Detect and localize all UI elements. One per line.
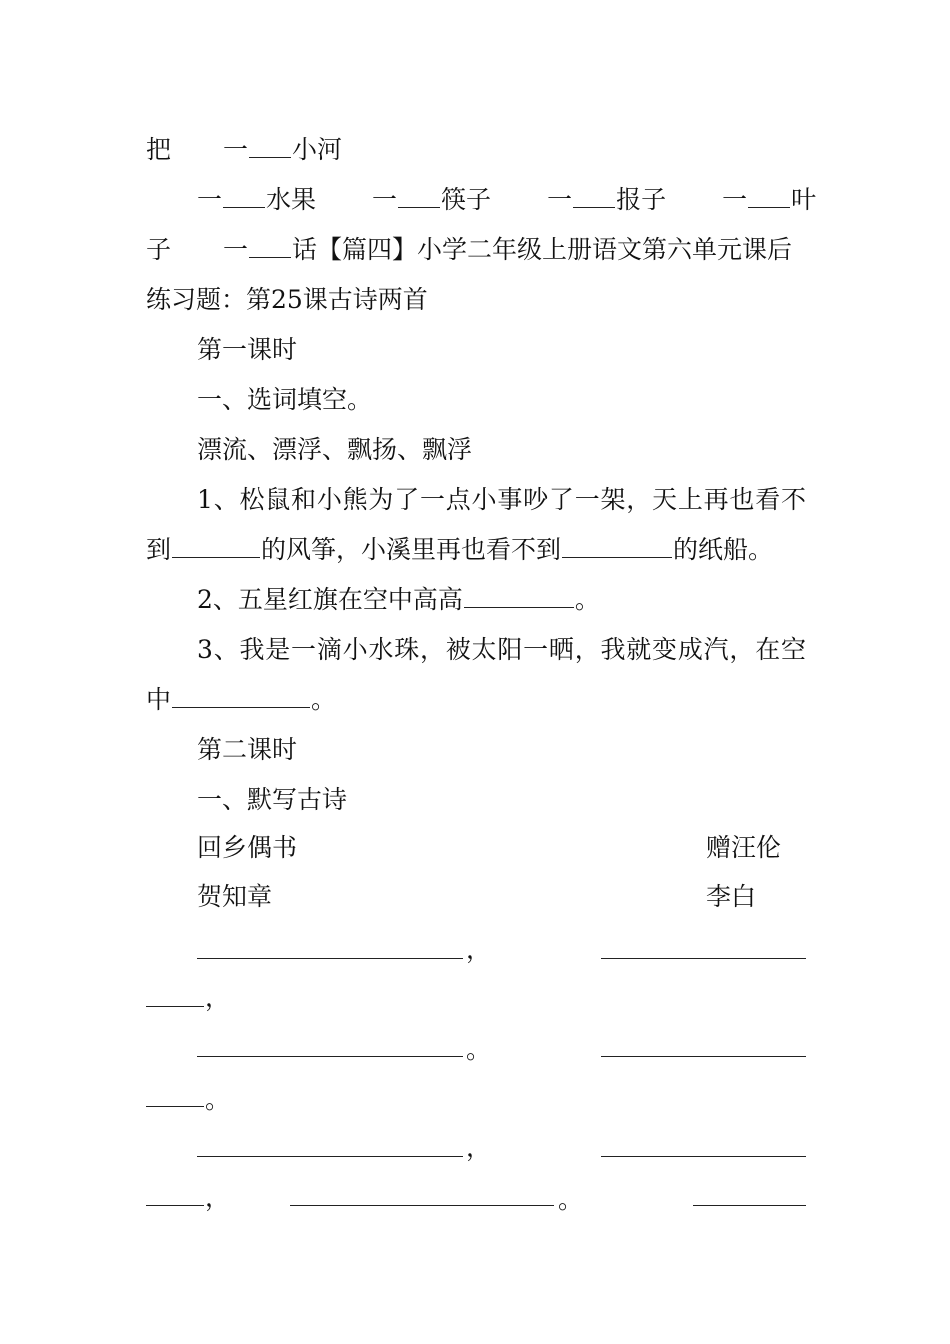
text: 一 [372, 185, 398, 214]
fill-blank [172, 535, 260, 558]
question-heading: 一、默写古诗 [197, 785, 348, 814]
question-3-line-2 [146, 680, 806, 720]
fill-blank [223, 185, 265, 208]
fill-blank [562, 535, 672, 558]
poem-1-title: 回乡偶书 [197, 833, 298, 862]
text: 叶 [791, 185, 817, 214]
answer-line [197, 1056, 463, 1057]
text: 一 [547, 185, 573, 214]
answer-line [146, 1106, 204, 1107]
question-heading: 一、选词填空。 [197, 385, 373, 414]
text: 。 [574, 585, 600, 614]
text: 小河 [292, 135, 343, 164]
text: 话【篇四】小学二年级上册语文第六单元课后 [292, 235, 793, 264]
poem-1-author: 贺知章 [197, 882, 273, 911]
answer-line [197, 1156, 463, 1157]
poem-2-author: 李白 [706, 882, 757, 911]
text: 的纸船。 [673, 535, 774, 564]
answer-line [601, 1156, 806, 1157]
answer-line [693, 1205, 806, 1206]
answer-line [290, 1205, 554, 1206]
comma: ， [466, 1133, 492, 1162]
poem-2-title: 赠汪伦 [706, 833, 782, 862]
text: 中 [146, 685, 172, 714]
fill-blank [172, 685, 310, 708]
section-heading-lesson-2: 第二课时 [197, 735, 298, 764]
text: 的风筝，小溪里再也看不到 [261, 535, 562, 564]
period: 。 [466, 1035, 492, 1064]
answer-line [601, 958, 806, 959]
text: 一 [223, 235, 249, 264]
text-line-2 [197, 180, 817, 220]
comma: ， [466, 935, 492, 964]
question-3-line-1: 3、我是一滴小水珠，被太阳一晒，我就变成汽，在空 [197, 635, 806, 664]
period: 。 [558, 1185, 584, 1214]
answer-line [146, 1205, 204, 1206]
section-heading-lesson-1: 第一课时 [197, 335, 298, 364]
fill-blank [398, 185, 440, 208]
question-2 [197, 580, 806, 620]
text: 水果 [266, 185, 317, 214]
text: 子 [146, 235, 172, 264]
question-1-line-2 [146, 530, 806, 570]
text: 一 [722, 185, 748, 214]
question-1-line-1: 1、松鼠和小熊为了一点小事吵了一架，天上再也看不 [197, 485, 806, 514]
text: 筷子 [441, 185, 492, 214]
text: 把 [146, 135, 172, 164]
answer-line [197, 958, 463, 959]
comma: ， [205, 983, 231, 1012]
text: 报子 [616, 185, 667, 214]
period: 。 [205, 1085, 231, 1114]
answer-line [146, 1006, 204, 1007]
text-line-3 [146, 230, 806, 270]
fill-blank [748, 185, 790, 208]
word-bank: 漂流、漂浮、飘扬、飘浮 [197, 435, 473, 464]
fill-blank [573, 185, 615, 208]
fill-blank [249, 135, 291, 158]
text-line-4: 练习题：第25课古诗两首 [146, 285, 428, 314]
fill-blank [464, 585, 574, 608]
text: 一 [223, 135, 249, 164]
text: 2、五星红旗在空中高高 [197, 585, 463, 614]
text: 到 [146, 535, 172, 564]
text-line-1 [146, 130, 806, 170]
fill-blank [249, 235, 291, 258]
comma: ， [205, 1183, 231, 1212]
text: 。 [311, 685, 337, 714]
text: 一 [197, 185, 223, 214]
answer-line [601, 1056, 806, 1057]
